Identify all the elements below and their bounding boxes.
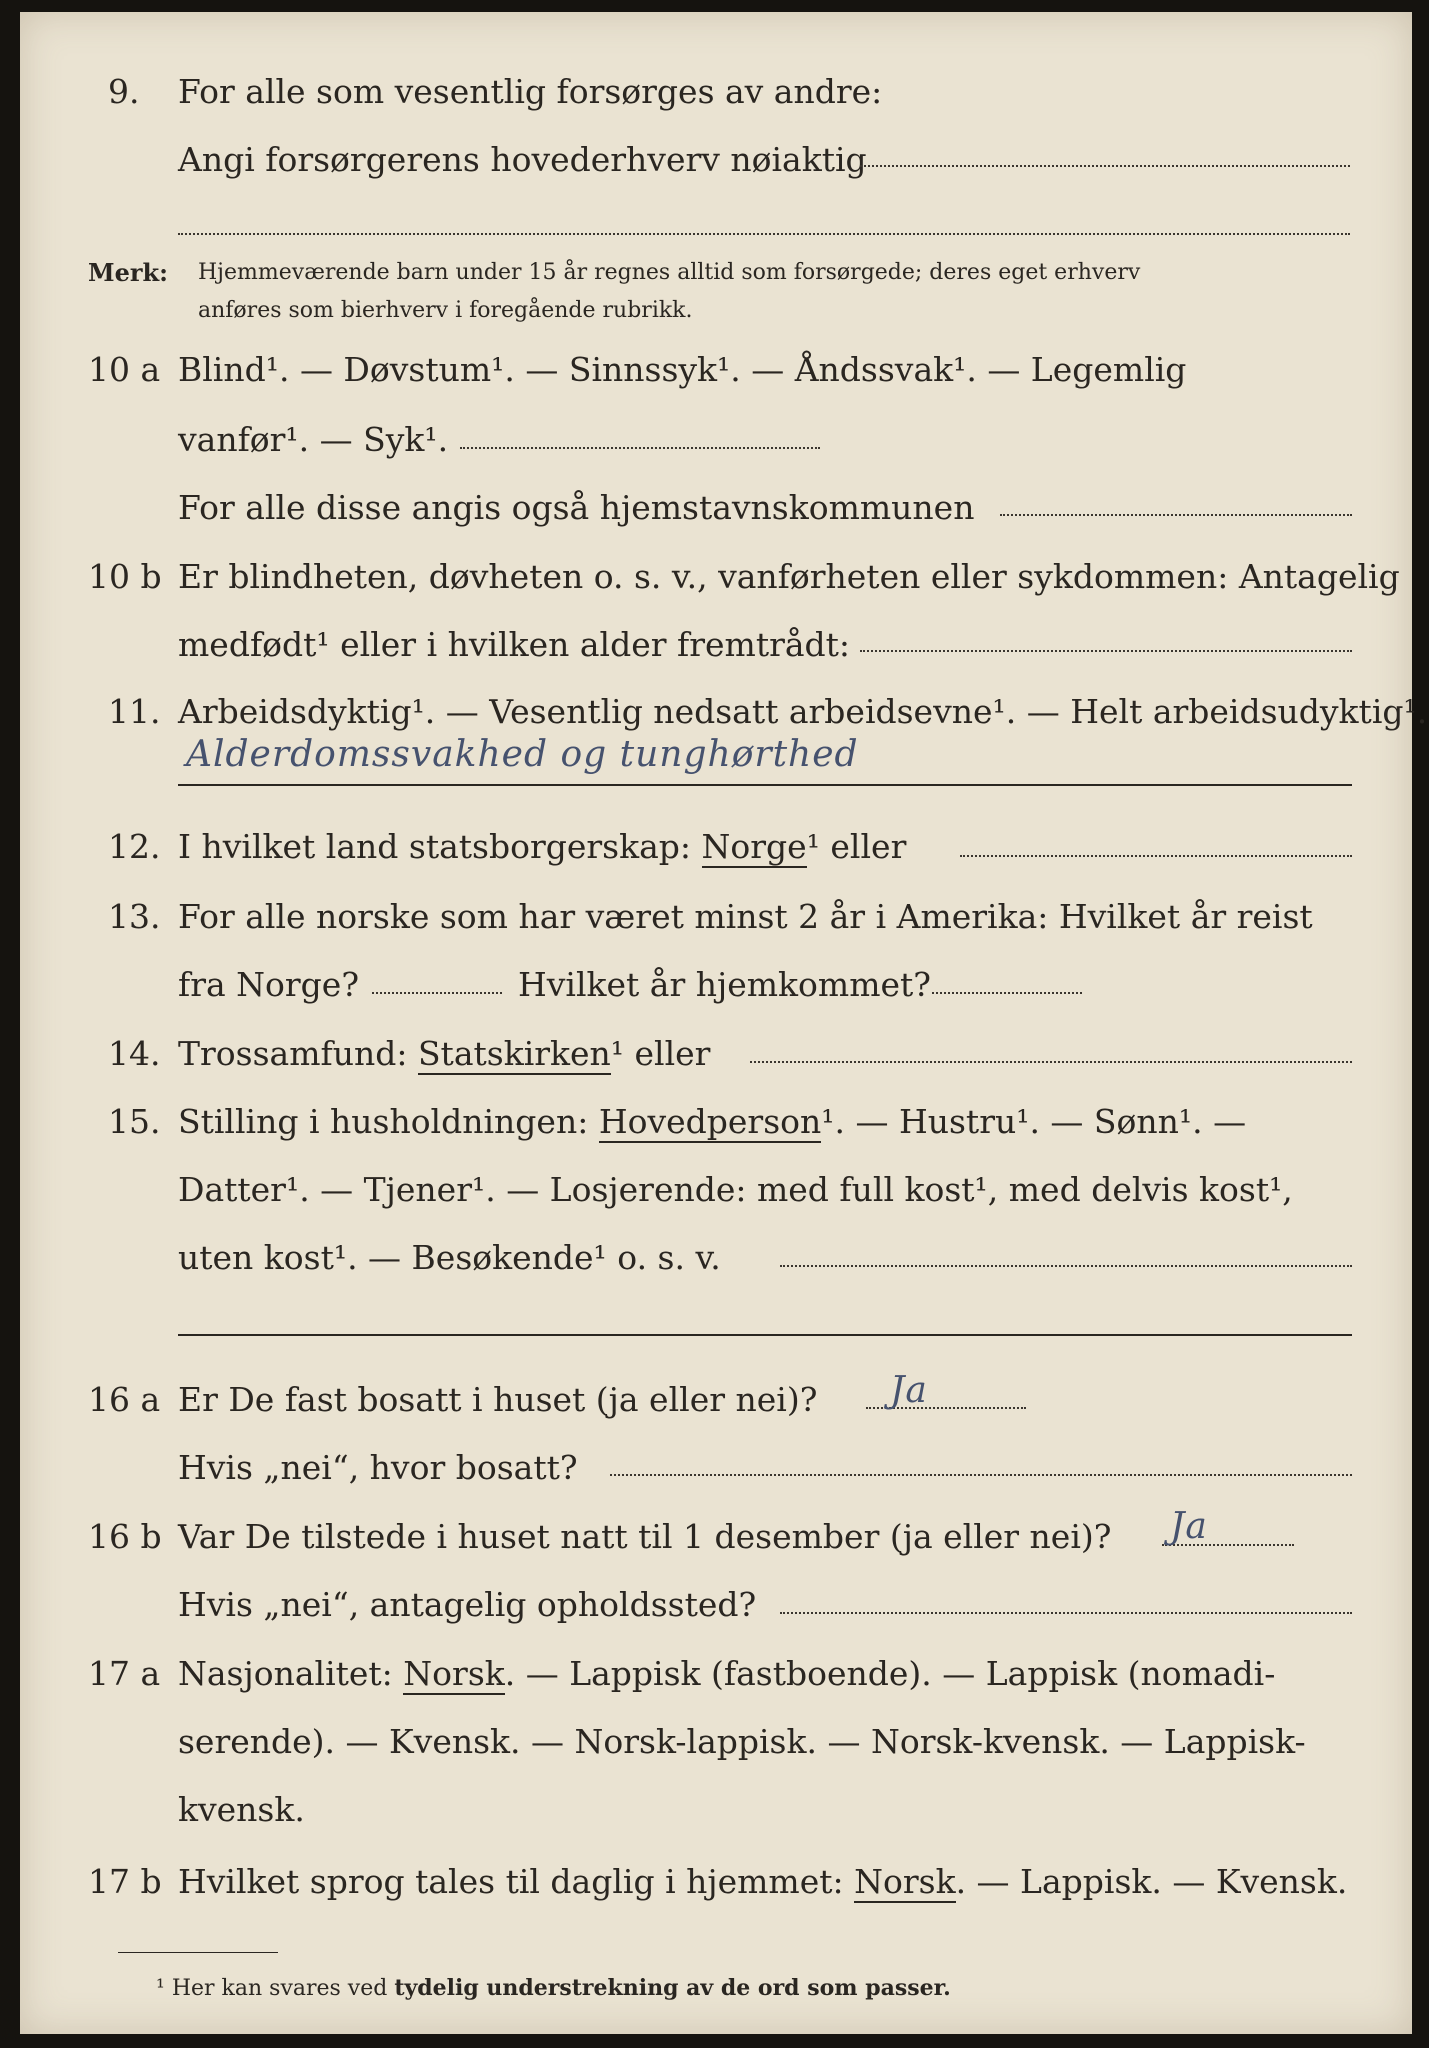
q16b-line2: Hvis „nei“, antagelig opholdssted?	[178, 1585, 757, 1624]
q10b-number: 10 b	[88, 557, 162, 596]
q13-line2b: Hvilket år hjemkommet?	[518, 965, 931, 1004]
q16b-line1: Var De tilstede i huset natt til 1 desember (ja eller nei)?	[178, 1517, 1112, 1556]
q13-number: 13.	[108, 897, 161, 936]
q10a-number: 10 a	[88, 350, 161, 389]
q10a-line3: For alle disse angis også hjemstavnskommunen	[178, 488, 975, 527]
q13-line1: For alle norske som har været minst 2 år i Amerika: Hvilket år reist	[178, 897, 1313, 936]
q17a-number: 17 a	[88, 1654, 161, 1693]
q17b-text-b: . — Lappisk. — Kvensk.	[955, 1862, 1348, 1901]
q15-answer-line-2[interactable]	[178, 1334, 1352, 1336]
q14-underlined-statskirken: Statskirken	[417, 1034, 611, 1073]
q17a-text-b: . — Lappisk (fastboende). — Lappisk (nomadi-	[504, 1654, 1276, 1693]
merk-line2: anføres som bierhverv i foregående rubrikk.	[198, 298, 693, 323]
q12-text-b: ¹ eller	[806, 827, 907, 866]
q9-number: 9.	[108, 72, 140, 111]
q15-line2: Datter¹. — Tjener¹. — Losjerende: med full kost¹, med delvis kost¹,	[178, 1170, 1293, 1209]
q15-answer-field[interactable]	[780, 1265, 1352, 1267]
q10a-answer-field[interactable]	[460, 447, 820, 449]
q17a-line3: kvensk.	[178, 1790, 305, 1829]
q17b-line	[178, 1862, 1347, 1902]
census-form-page	[20, 12, 1428, 2034]
q9-line1: For alle som vesentlig forsørges av andre:	[178, 72, 883, 111]
q11-handwritten-answer: Alderdomssvakhed og tunghørthed	[186, 734, 859, 775]
q15-number: 15.	[108, 1102, 161, 1141]
q11-line1: Arbeidsdyktig¹. — Vesentlig nedsatt arbeidsevne¹. — Helt arbeidsudyktig¹.	[178, 692, 1428, 731]
q17a-text: Nasjonalitet:	[178, 1654, 393, 1693]
q12-text: I hvilket land statsborgerskap:	[178, 827, 692, 866]
q17b-text: Hvilket sprog tales til daglig i hjemmet:	[178, 1862, 844, 1901]
q11-number: 11.	[108, 692, 161, 731]
q11-answer-line[interactable]	[178, 784, 1352, 786]
q12-underlined-norge: Norge	[701, 827, 807, 866]
q14-line	[178, 1034, 710, 1074]
footnote-divider	[118, 1952, 278, 1953]
q9-answer-field[interactable]	[860, 165, 1350, 167]
q16a-number: 16 a	[88, 1380, 161, 1419]
q15-line3: uten kost¹. — Besøkende¹ o. s. v.	[178, 1238, 721, 1277]
q14-number: 14.	[108, 1034, 161, 1073]
q16a-residence-field[interactable]	[610, 1474, 1352, 1476]
q9-answer-field-2[interactable]	[178, 233, 1350, 235]
footnote-bold-text: tydelig understrekning av de ord som passer.	[394, 1975, 951, 2001]
q9-line2: Angi forsørgerens hovederhverv nøiaktig	[178, 140, 867, 179]
q10a-line2: vanfør¹. — Syk¹.	[178, 420, 449, 459]
q16a-handwritten-answer: Ja	[890, 1370, 928, 1411]
q10b-line1: Er blindheten, døvheten o. s. v., vanførheten eller sykdommen: Antagelig	[178, 557, 1400, 596]
q17a-line2: serende). — Kvensk. — Norsk-lappisk. — Norsk-kvensk. — Lappisk-	[178, 1722, 1306, 1761]
q16b-location-field[interactable]	[780, 1612, 1352, 1614]
q10a-line1: Blind¹. — Døvstum¹. — Sinnssyk¹. — Åndssvak¹. — Legemlig	[178, 350, 1187, 389]
footnote-text: Her kan svares ved	[171, 1976, 388, 2001]
q16a-line2: Hvis „nei“, hvor bosatt?	[178, 1448, 578, 1487]
q14-text: Trossamfund:	[178, 1034, 408, 1073]
q17a-underlined-norsk: Norsk	[403, 1654, 505, 1693]
q15-text: Stilling i husholdningen:	[178, 1102, 589, 1141]
q12-line	[178, 827, 906, 867]
q14-text-b: ¹ eller	[610, 1034, 711, 1073]
q16a-line1: Er De fast bosatt i huset (ja eller nei)?	[178, 1380, 818, 1419]
q17a-line1	[178, 1654, 1275, 1694]
q16b-number: 16 b	[88, 1517, 162, 1556]
footnote	[156, 1968, 951, 2009]
merk-line1: Hjemmeværende barn under 15 år regnes alltid som forsørgede; deres eget erhverv	[198, 260, 1141, 285]
q10b-answer-field[interactable]	[860, 650, 1352, 652]
footnote-mark: ¹	[156, 1976, 165, 2001]
q13-line2a: fra Norge?	[178, 965, 360, 1004]
q10a-hometown-field[interactable]	[1000, 514, 1352, 516]
q15-text-b: ¹. — Hustru¹. — Sønn¹. —	[821, 1102, 1247, 1141]
q16b-handwritten-answer: Ja	[1170, 1506, 1208, 1547]
merk-label: Merk:	[88, 258, 168, 287]
q13-year-left-field[interactable]	[372, 992, 502, 994]
q17b-underlined-norsk: Norsk	[854, 1862, 956, 1901]
q12-number: 12.	[108, 827, 161, 866]
q15-underlined-hovedperson: Hovedperson	[598, 1102, 822, 1141]
q14-answer-field[interactable]	[750, 1061, 1352, 1063]
q12-answer-field[interactable]	[960, 855, 1352, 857]
q17b-number: 17 b	[88, 1862, 162, 1901]
q13-year-returned-field[interactable]	[932, 992, 1082, 994]
q10b-line2: medfødt¹ eller i hvilken alder fremtrådt:	[178, 625, 851, 664]
q15-line1	[178, 1102, 1246, 1142]
